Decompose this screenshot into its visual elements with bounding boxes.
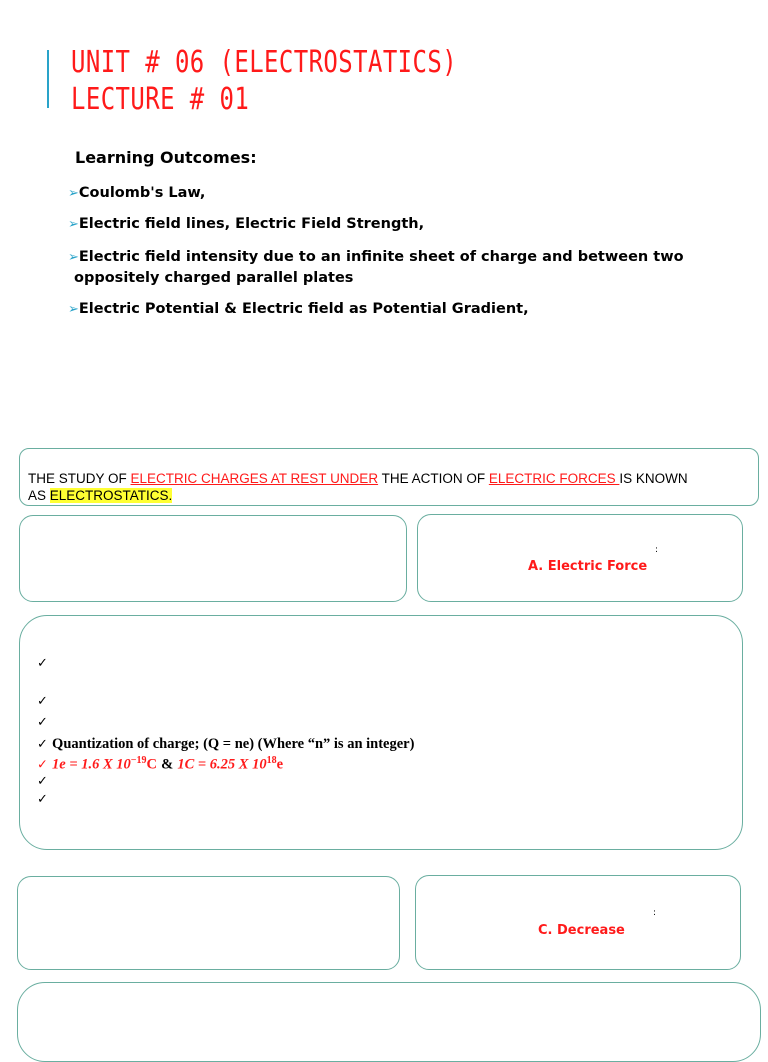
answer-colon: : (653, 908, 657, 918)
outcome-item: ➢Electric field lines, Electric Field Strength, (68, 216, 425, 232)
arrow-bullet-icon: ➢ (68, 302, 79, 317)
fact-quantization: ✓ Quantization of charge; (Q = ne) (Where “n” is an integer) (37, 736, 415, 752)
fact-equation: ✓ 1e = 1.6 X $10^{-19}C$ & 1C = 6.25 X $10^{18}e$ (37, 755, 284, 773)
facts-box (19, 615, 743, 850)
answer-option: C. Decrease (538, 923, 625, 938)
check-icon: ✓ (37, 694, 48, 709)
arrow-bullet-icon: ➢ (68, 217, 79, 232)
check-icon: ✓ (37, 757, 48, 773)
question-box (17, 876, 400, 970)
arrow-bullet-icon: ➢ (68, 250, 79, 265)
outcome-item: ➢Electric Potential & Electric field as Potential Gradient, (68, 301, 529, 317)
question-box (19, 515, 407, 602)
answer-option: A. Electric Force (528, 559, 648, 574)
outcome-item: ➢Electric field intensity due to an infinite sheet of charge and between two oppositely charged parallel plates (68, 249, 684, 286)
outcome-item: ➢Coulomb's Law, (68, 185, 206, 201)
definition-text: THE STUDY OF ELECTRIC CHARGES AT REST UNDER THE ACTION OF ELECTRIC FORCES IS KNOWN AS ELECTROSTATICS. (28, 471, 688, 503)
title-accent-bar (47, 50, 49, 108)
check-icon: ✓ (37, 737, 48, 752)
arrow-bullet-icon: ➢ (68, 186, 79, 201)
learning-outcomes-heading: Learning Outcomes: (75, 148, 257, 167)
check-icon: ✓ (37, 792, 48, 807)
answer-box (417, 514, 743, 602)
answer-colon: : (655, 545, 659, 555)
next-box (17, 982, 761, 1062)
unit-title: UNIT # 06 (ELECTROSTATICS) (71, 45, 458, 80)
check-icon: ✓ (37, 774, 48, 789)
check-icon: ✓ (37, 656, 48, 671)
check-icon: ✓ (37, 715, 48, 730)
lecture-title: LECTURE # 01 (71, 82, 250, 117)
